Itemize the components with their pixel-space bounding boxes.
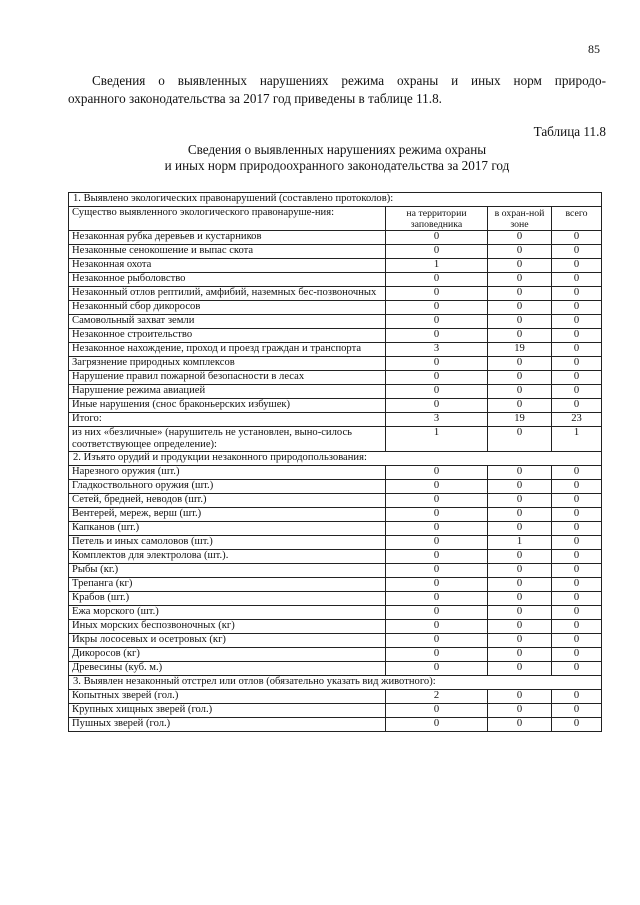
cell-territory: 0: [386, 536, 488, 550]
table-row: [69, 718, 602, 732]
cell-buffer-zone: 0: [488, 259, 552, 273]
table-row: [69, 606, 602, 620]
row-name: Незаконное нахождение, проход и проезд граждан и транспорта: [69, 343, 386, 357]
section-title: 2. Изъято орудий и продукции незаконного природопользования:: [69, 452, 602, 466]
cell-total: 0: [552, 287, 602, 301]
table-row: [69, 704, 602, 718]
cell-total: 0: [552, 466, 602, 480]
cell-buffer-zone: 0: [488, 371, 552, 385]
table-row: [69, 399, 602, 413]
row-name: Загрязнение природных комплексов: [69, 357, 386, 371]
row-name: Незаконная охота: [69, 259, 386, 273]
cell-territory: 0: [386, 315, 488, 329]
header-name: Существо выявленного экологического правонаруше-ния:: [69, 207, 386, 231]
cell-total: 0: [552, 399, 602, 413]
cell-buffer-zone: 0: [488, 427, 552, 452]
cell-total: 0: [552, 634, 602, 648]
cell-buffer-zone: 0: [488, 718, 552, 732]
cell-buffer-zone: 0: [488, 550, 552, 564]
cell-territory: 0: [386, 662, 488, 676]
table-row: [69, 690, 602, 704]
table-title-line-2: и иных норм природоохранного законодательства за 2017 год: [164, 158, 510, 173]
table-row: [69, 245, 602, 259]
table-row: [69, 385, 602, 399]
header-buffer-zone: в охран-ной зоне: [488, 207, 552, 231]
cell-territory: 1: [386, 259, 488, 273]
cell-total: 0: [552, 259, 602, 273]
row-name: Крупных хищных зверей (гол.): [69, 704, 386, 718]
cell-total: 0: [552, 620, 602, 634]
cell-total: 0: [552, 704, 602, 718]
cell-territory: 0: [386, 329, 488, 343]
cell-territory: 1: [386, 427, 488, 452]
cell-total: 0: [552, 662, 602, 676]
violations-table: [68, 192, 602, 732]
cell-total: 0: [552, 648, 602, 662]
cell-buffer-zone: 0: [488, 704, 552, 718]
table-row: [69, 620, 602, 634]
cell-total: 0: [552, 508, 602, 522]
cell-total: 0: [552, 329, 602, 343]
cell-total: 0: [552, 385, 602, 399]
table-row: [69, 536, 602, 550]
cell-territory: 0: [386, 371, 488, 385]
table-header-row: [69, 207, 602, 231]
cell-buffer-zone: 0: [488, 466, 552, 480]
table-row: [69, 522, 602, 536]
cell-buffer-zone: 0: [488, 315, 552, 329]
row-name: Гладкоствольного оружия (шт.): [69, 480, 386, 494]
cell-territory: 3: [386, 413, 488, 427]
cell-territory: 0: [386, 648, 488, 662]
header-total: всего: [552, 207, 602, 231]
table-row: [69, 662, 602, 676]
cell-buffer-zone: 0: [488, 494, 552, 508]
table-row: [69, 259, 602, 273]
section-1-title-row: [69, 193, 602, 207]
section-title: 3. Выявлен незаконный отстрел или отлов (обязательно указать вид животного):: [69, 676, 602, 690]
cell-buffer-zone: 0: [488, 522, 552, 536]
cell-territory: 0: [386, 399, 488, 413]
cell-buffer-zone: 0: [488, 620, 552, 634]
row-name: Нарушение режима авиацией: [69, 385, 386, 399]
table-title-line-1: Сведения о выявленных нарушениях режима охраны: [187, 142, 487, 157]
row-name: Вентерей, мереж, верш (шт.): [69, 508, 386, 522]
cell-buffer-zone: 0: [488, 690, 552, 704]
cell-territory: 0: [386, 480, 488, 494]
cell-territory: 0: [386, 718, 488, 732]
cell-territory: 0: [386, 466, 488, 480]
cell-territory: 0: [386, 704, 488, 718]
cell-total: 0: [552, 343, 602, 357]
table-row: [69, 578, 602, 592]
row-name: Рыбы (кг.): [69, 564, 386, 578]
cell-territory: 0: [386, 592, 488, 606]
cell-territory: 3: [386, 343, 488, 357]
cell-buffer-zone: 0: [488, 564, 552, 578]
cell-total: 0: [552, 578, 602, 592]
cell-total: 0: [552, 245, 602, 259]
table-row: [69, 508, 602, 522]
cell-buffer-zone: 0: [488, 606, 552, 620]
row-name: Копытных зверей (гол.): [69, 690, 386, 704]
row-name: Иных морских беспозвоночных (кг): [69, 620, 386, 634]
table-row: [69, 648, 602, 662]
cell-total: 0: [552, 536, 602, 550]
row-name: Нарушение правил пожарной безопасности в лесах: [69, 371, 386, 385]
table-row: [69, 494, 602, 508]
table-row: [69, 427, 602, 452]
cell-total: 1: [552, 427, 602, 452]
cell-buffer-zone: 19: [488, 413, 552, 427]
cell-total: 0: [552, 564, 602, 578]
cell-total: 0: [552, 592, 602, 606]
cell-total: 0: [552, 231, 602, 245]
row-name: Незаконное рыболовство: [69, 273, 386, 287]
row-name: Иные нарушения (снос браконьерских избушек): [69, 399, 386, 413]
cell-buffer-zone: 0: [488, 480, 552, 494]
cell-territory: 0: [386, 522, 488, 536]
cell-total: 0: [552, 315, 602, 329]
row-name: из них «безличные» (нарушитель не установлен, выно-силось соответствующее определение):: [69, 427, 386, 452]
table-row: [69, 371, 602, 385]
cell-total: 0: [552, 494, 602, 508]
cell-buffer-zone: 0: [488, 508, 552, 522]
cell-buffer-zone: 0: [488, 662, 552, 676]
row-name: Ежа морского (шт.): [69, 606, 386, 620]
cell-buffer-zone: 0: [488, 301, 552, 315]
cell-territory: 0: [386, 287, 488, 301]
cell-territory: 0: [386, 578, 488, 592]
row-name: Незаконные сенокошение и выпас скота: [69, 245, 386, 259]
row-name: Незаконный отлов рептилий, амфибий, наземных бес-позвоночных: [69, 287, 386, 301]
cell-territory: 0: [386, 494, 488, 508]
cell-buffer-zone: 0: [488, 287, 552, 301]
section-3-title-row: [69, 676, 602, 690]
table-row: [69, 343, 602, 357]
row-name: Сетей, бредней, неводов (шт.): [69, 494, 386, 508]
cell-territory: 0: [386, 385, 488, 399]
cell-buffer-zone: 0: [488, 399, 552, 413]
intro-line-1: Сведения о выявленных нарушениях режима охраны и иных норм природо-: [92, 73, 606, 88]
row-name: Итого:: [69, 413, 386, 427]
cell-buffer-zone: 0: [488, 273, 552, 287]
cell-territory: 0: [386, 231, 488, 245]
cell-territory: 0: [386, 273, 488, 287]
row-name: Икры лососевых и осетровых (кг): [69, 634, 386, 648]
cell-total: 0: [552, 690, 602, 704]
table-label: Таблица 11.8: [533, 124, 606, 139]
table-row: [69, 550, 602, 564]
cell-buffer-zone: 0: [488, 245, 552, 259]
cell-total: 0: [552, 301, 602, 315]
header-territory: на территории заповедника: [386, 207, 488, 231]
section-title: 1. Выявлено экологических правонарушений (составлено протоколов):: [69, 193, 602, 207]
table-row: [69, 287, 602, 301]
cell-buffer-zone: 0: [488, 578, 552, 592]
cell-territory: 0: [386, 606, 488, 620]
table-row: [69, 301, 602, 315]
row-name: Крабов (шт.): [69, 592, 386, 606]
table-row: [69, 357, 602, 371]
cell-buffer-zone: 0: [488, 385, 552, 399]
row-name: Петель и иных самоловов (шт.): [69, 536, 386, 550]
cell-total: 0: [552, 522, 602, 536]
cell-territory: 0: [386, 634, 488, 648]
table-row: [69, 480, 602, 494]
table-title: [68, 142, 606, 174]
cell-buffer-zone: 0: [488, 231, 552, 245]
page-number: 85: [588, 42, 600, 56]
intro-paragraph: [68, 72, 606, 108]
cell-total: 0: [552, 718, 602, 732]
cell-total: 0: [552, 550, 602, 564]
cell-territory: 0: [386, 508, 488, 522]
table-row: [69, 564, 602, 578]
row-name: Пушных зверей (гол.): [69, 718, 386, 732]
section-2-title-row: [69, 452, 602, 466]
cell-territory: 0: [386, 301, 488, 315]
table-row: [69, 315, 602, 329]
intro-line-2: охранного законодательства за 2017 год приведены в таблице 11.8.: [68, 91, 442, 106]
cell-territory: 0: [386, 245, 488, 259]
cell-total: 0: [552, 371, 602, 385]
cell-total: 0: [552, 357, 602, 371]
table-row: [69, 413, 602, 427]
cell-buffer-zone: 0: [488, 634, 552, 648]
row-name: Незаконное строительство: [69, 329, 386, 343]
cell-total: 23: [552, 413, 602, 427]
row-name: Древесины (куб. м.): [69, 662, 386, 676]
row-name: Самовольный захват земли: [69, 315, 386, 329]
cell-territory: 0: [386, 550, 488, 564]
cell-buffer-zone: 19: [488, 343, 552, 357]
row-name: Дикоросов (кг): [69, 648, 386, 662]
cell-buffer-zone: 0: [488, 648, 552, 662]
cell-buffer-zone: 0: [488, 357, 552, 371]
cell-territory: 0: [386, 564, 488, 578]
row-name: Нарезного оружия (шт.): [69, 466, 386, 480]
cell-total: 0: [552, 273, 602, 287]
row-name: Незаконный сбор дикоросов: [69, 301, 386, 315]
cell-territory: 2: [386, 690, 488, 704]
cell-buffer-zone: 1: [488, 536, 552, 550]
table-row: [69, 329, 602, 343]
table-row: [69, 634, 602, 648]
row-name: Незаконная рубка деревьев и кустарников: [69, 231, 386, 245]
table-row: [69, 231, 602, 245]
row-name: Комплектов для электролова (шт.).: [69, 550, 386, 564]
table-row: [69, 273, 602, 287]
table-row: [69, 466, 602, 480]
cell-buffer-zone: 0: [488, 329, 552, 343]
cell-buffer-zone: 0: [488, 592, 552, 606]
table-row: [69, 592, 602, 606]
row-name: Капканов (шт.): [69, 522, 386, 536]
cell-territory: 0: [386, 620, 488, 634]
cell-total: 0: [552, 606, 602, 620]
cell-total: 0: [552, 480, 602, 494]
row-name: Трепанга (кг): [69, 578, 386, 592]
cell-territory: 0: [386, 357, 488, 371]
